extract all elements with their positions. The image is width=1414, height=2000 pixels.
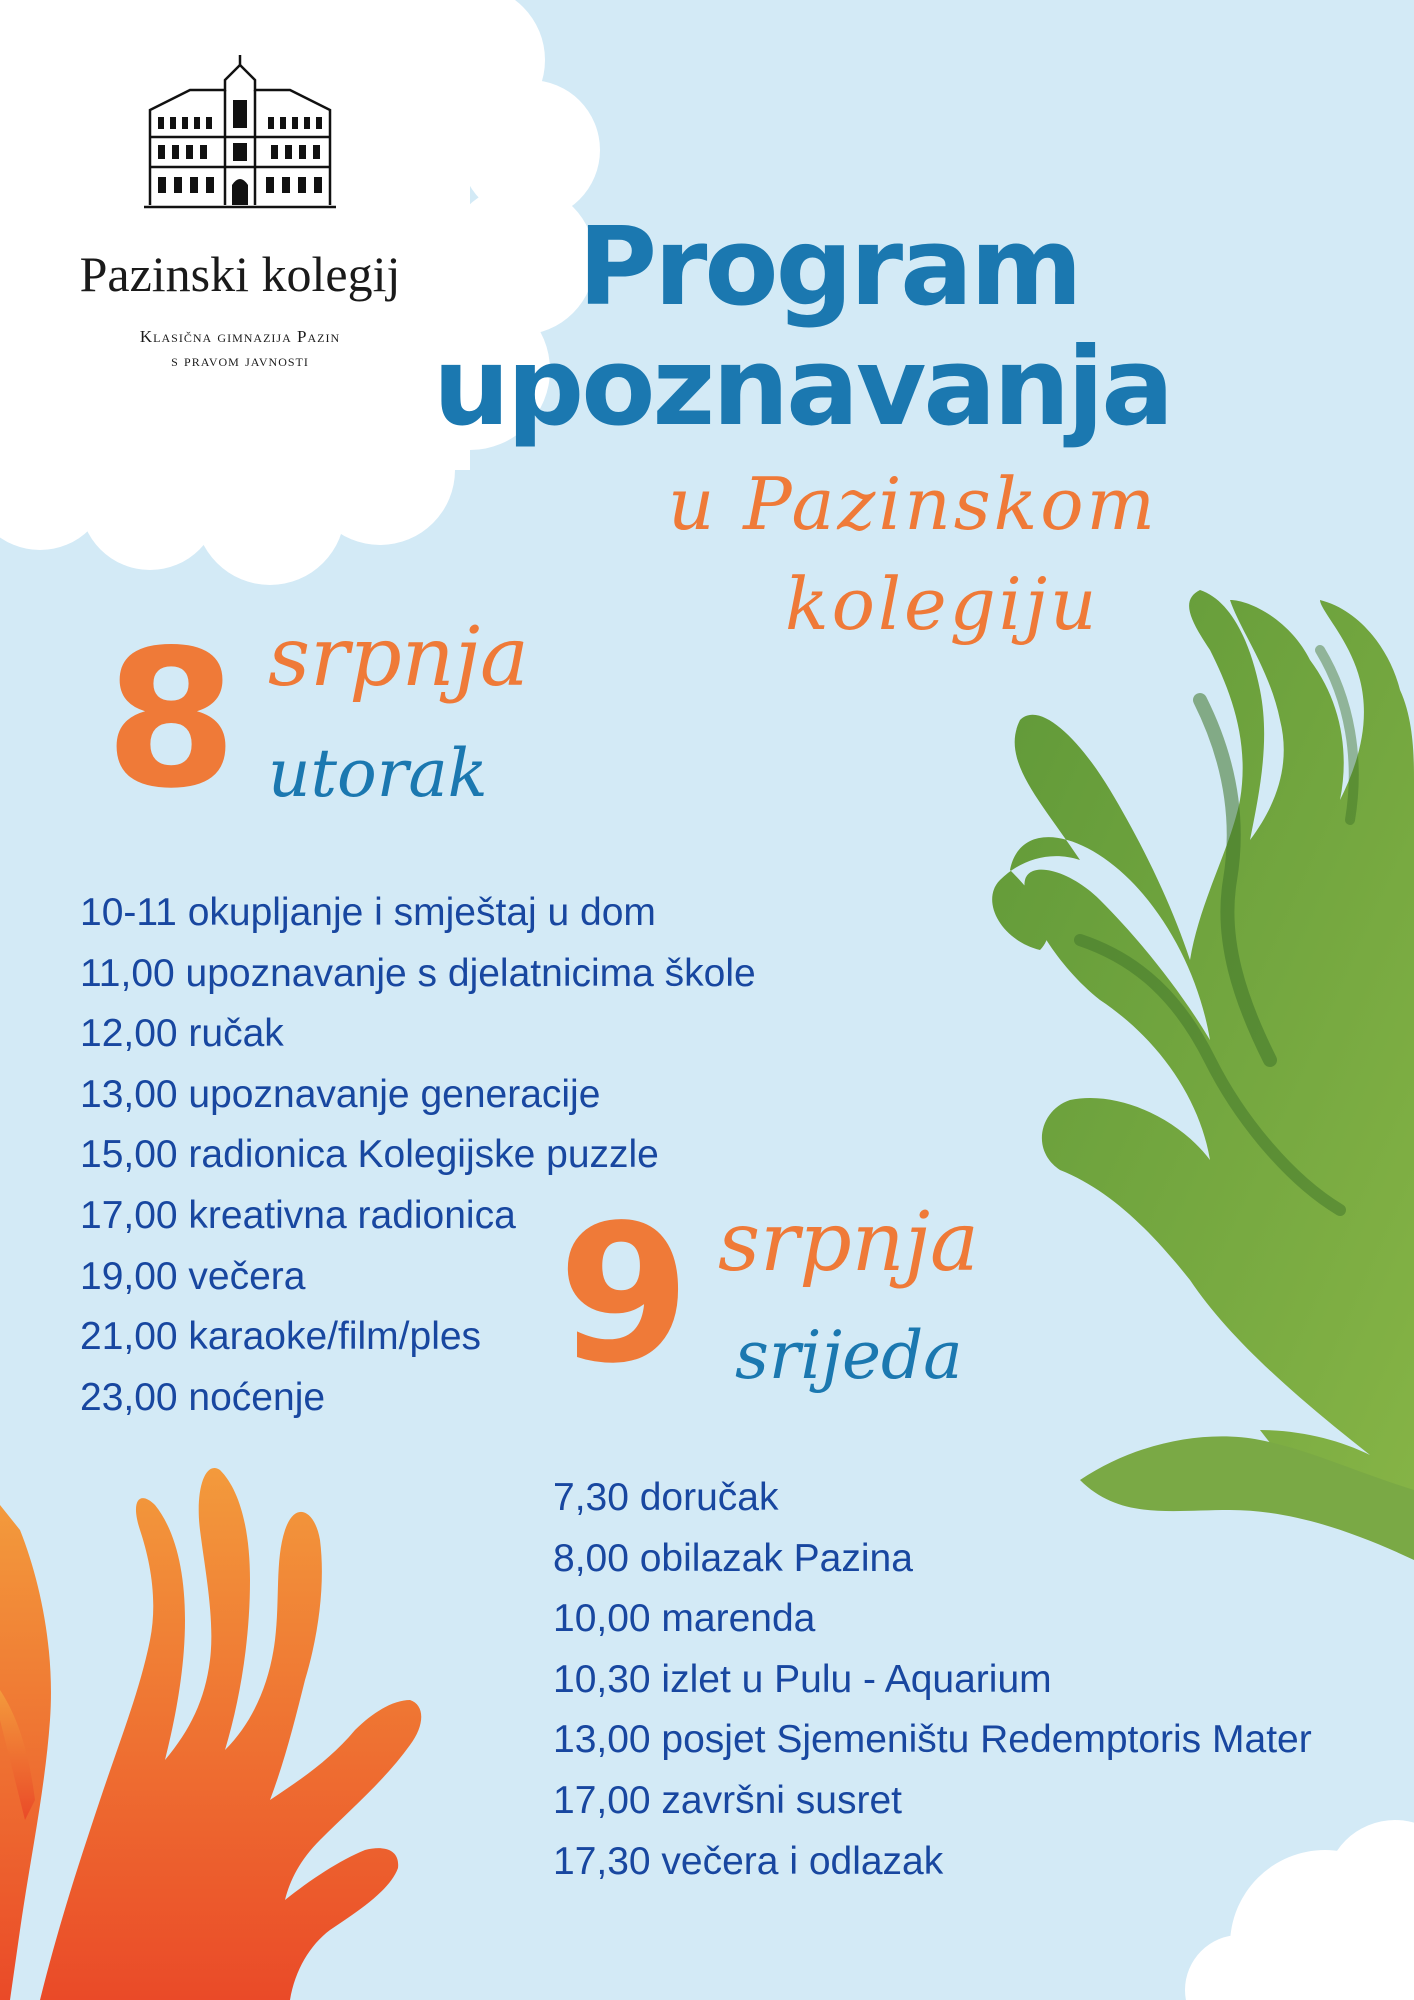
day2-month: srpnja (718, 1195, 979, 1290)
schedule-item: 17,00 kreativna radionica (80, 1193, 516, 1237)
coral-decoration (0, 1468, 421, 2000)
title-line1: Program (578, 205, 1080, 330)
schedule-item: 7,30 doručak (553, 1476, 779, 1519)
subtitle-line2: kolegiju (785, 562, 1100, 646)
schedule-item: 8,00 obilazak Pazina (553, 1536, 913, 1580)
subtitle-line1: u Pazinskom (668, 462, 1158, 546)
schedule-item: 21,00 karaoke/film/ples (80, 1315, 482, 1359)
schedule-item: 10,30 izlet u Pulu - Aquarium (553, 1657, 1052, 1701)
schedule-item: 17,00 završni susret (553, 1778, 903, 1822)
seaweed-decoration (992, 590, 1414, 1560)
schedule-item: 13,00 posjet Sjemeništu Redemptoris Mater (553, 1718, 1312, 1762)
schedule-item: 11,00 upoznavanje s djelatnicima škole (80, 951, 756, 995)
day1-weekday: utorak (268, 735, 488, 812)
schedule-item: 10,00 marenda (553, 1597, 816, 1641)
logo-subtitle-line2: s pravom javnosti (171, 351, 309, 370)
schedule-item: 17,30 večera i odlazak (553, 1839, 944, 1883)
schedule-item: 15,00 radionica Kolegijske puzzle (80, 1133, 659, 1177)
schedule-item: 12,00 ručak (80, 1012, 284, 1056)
logo-subtitle-line1: Klasična gimnazija Pazin (139, 327, 341, 346)
schedule-item: 13,00 upoznavanje generacije (80, 1072, 601, 1116)
day1-number: 8 (105, 609, 238, 830)
logo-subtitle (90, 325, 390, 373)
day1-month: srpnja (268, 610, 529, 705)
schedule-item: 10-11 okupljanje i smještaj u dom (80, 891, 656, 934)
title-line2: upoznavanja (433, 325, 1172, 450)
day2-number: 9 (558, 1184, 691, 1405)
day2-weekday: srijeda (735, 1317, 963, 1394)
school-building-icon (140, 55, 340, 215)
schedule-item: 23,00 noćenje (80, 1375, 326, 1419)
day2-schedule (553, 1468, 1312, 1892)
schedule-item: 19,00 večera (80, 1254, 306, 1298)
logo-name: Pazinski kolegij (79, 246, 401, 302)
